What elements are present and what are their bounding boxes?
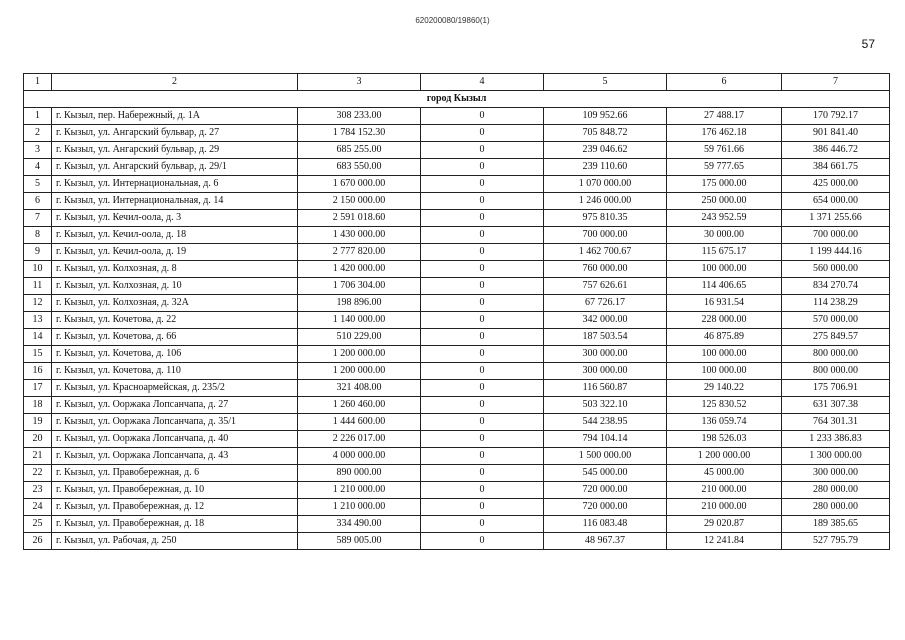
table-cell: г. Кызыл, ул. Рабочая, д. 250 [52,533,298,550]
table-cell: 29 140.22 [667,380,782,397]
table-cell: 228 000.00 [667,312,782,329]
table-row [24,363,890,380]
table-row [24,193,890,210]
table-cell: 0 [421,482,544,499]
table-cell: 1 500 000.00 [544,448,667,465]
column-header: 6 [667,74,782,91]
table-cell: 975 810.35 [544,210,667,227]
column-header: 2 [52,74,298,91]
table-cell: 67 726.17 [544,295,667,312]
table-cell: 890 000.00 [298,465,421,482]
table-cell: 300 000.00 [782,465,890,482]
table-cell: 700 000.00 [782,227,890,244]
table-row [24,210,890,227]
table-cell: 187 503.54 [544,329,667,346]
table-cell: 8 [24,227,52,244]
table-cell: 1 [24,108,52,125]
table-cell: 300 000.00 [544,363,667,380]
table-row [24,346,890,363]
table-cell: 280 000.00 [782,499,890,516]
table-row [24,448,890,465]
document-id: 620200080/19860(1) [415,16,490,25]
section-title: город Кызыл [24,91,890,108]
table-cell: 0 [421,176,544,193]
table-cell: 18 [24,397,52,414]
table-row [24,465,890,482]
table-cell: 23 [24,482,52,499]
table-cell: 175 706.91 [782,380,890,397]
table-cell: 1 300 000.00 [782,448,890,465]
table-cell: 26 [24,533,52,550]
table-cell: 3 [24,142,52,159]
page-number: 57 [861,37,875,51]
table-cell: г. Кызыл, ул. Кечил-оола, д. 3 [52,210,298,227]
table-cell: 705 848.72 [544,125,667,142]
table-cell: 198 526.03 [667,431,782,448]
table-cell: 2 591 018.60 [298,210,421,227]
table-cell: 12 [24,295,52,312]
table-cell: г. Кызыл, ул. Красноармейская, д. 235/2 [52,380,298,397]
table-cell: г. Кызыл, ул. Правобережная, д. 12 [52,499,298,516]
table-cell: 510 229.00 [298,329,421,346]
table-cell: 7 [24,210,52,227]
table-cell: г. Кызыл, ул. Кочетова, д. 106 [52,346,298,363]
table-row [24,244,890,261]
table-cell: 425 000.00 [782,176,890,193]
table-cell: 0 [421,448,544,465]
table-cell: 109 952.66 [544,108,667,125]
table-cell: 0 [421,295,544,312]
table-row [24,261,890,278]
table-cell: 0 [421,380,544,397]
table-row [24,176,890,193]
table-cell: г. Кызыл, ул. Колхозная, д. 32А [52,295,298,312]
table-cell: 24 [24,499,52,516]
column-header: 7 [782,74,890,91]
table-cell: 280 000.00 [782,482,890,499]
table-cell: 386 446.72 [782,142,890,159]
table-cell: 1 260 460.00 [298,397,421,414]
table-cell: 20 [24,431,52,448]
table-cell: 720 000.00 [544,499,667,516]
table-cell: г. Кызыл, ул. Ангарский бульвар, д. 27 [52,125,298,142]
table-cell: 115 675.17 [667,244,782,261]
table-cell: 2 226 017.00 [298,431,421,448]
table-cell: 10 [24,261,52,278]
table-cell: 116 560.87 [544,380,667,397]
table-cell: 9 [24,244,52,261]
table-cell: 1 200 000.00 [298,346,421,363]
table-cell: 100 000.00 [667,346,782,363]
table-row [24,278,890,295]
table-cell: 48 967.37 [544,533,667,550]
table-cell: 59 761.66 [667,142,782,159]
table-row [24,108,890,125]
table-cell: 800 000.00 [782,346,890,363]
table-cell: 1 246 000.00 [544,193,667,210]
table-cell: г. Кызыл, ул. Кочетова, д. 110 [52,363,298,380]
table-cell: 0 [421,125,544,142]
table-cell: 683 550.00 [298,159,421,176]
table-cell: 0 [421,499,544,516]
table-cell: 22 [24,465,52,482]
table-cell: 239 110.60 [544,159,667,176]
table-row [24,516,890,533]
table-cell: г. Кызыл, ул. Кечил-оола, д. 18 [52,227,298,244]
table-cell: 1 210 000.00 [298,482,421,499]
table-cell: 116 083.48 [544,516,667,533]
table-cell: 527 795.79 [782,533,890,550]
table-cell: 0 [421,227,544,244]
table-cell: 760 000.00 [544,261,667,278]
table-cell: 15 [24,346,52,363]
table-cell: 2 [24,125,52,142]
table-row [24,142,890,159]
table-cell: 250 000.00 [667,193,782,210]
table-cell: 1 200 000.00 [298,363,421,380]
table-cell: 700 000.00 [544,227,667,244]
table-cell: 19 [24,414,52,431]
table-cell: 0 [421,414,544,431]
table-cell: 2 150 000.00 [298,193,421,210]
table-row [24,295,890,312]
table-cell: 16 931.54 [667,295,782,312]
table-cell: 170 792.17 [782,108,890,125]
table-cell: 14 [24,329,52,346]
table-row [24,431,890,448]
table-cell: 334 490.00 [298,516,421,533]
table-cell: г. Кызыл, ул. Правобережная, д. 6 [52,465,298,482]
data-table [23,73,890,550]
table-row [24,329,890,346]
table-cell: 27 488.17 [667,108,782,125]
table-cell: г. Кызыл, ул. Правобережная, д. 18 [52,516,298,533]
table-cell: г. Кызыл, ул. Ооржака Лопсанчапа, д. 27 [52,397,298,414]
table-cell: г. Кызыл, ул. Ангарский бульвар, д. 29 [52,142,298,159]
table-cell: 13 [24,312,52,329]
table-cell: г. Кызыл, ул. Ооржака Лопсанчапа, д. 40 [52,431,298,448]
table-cell: 4 000 000.00 [298,448,421,465]
table-cell: 384 661.75 [782,159,890,176]
table-cell: 0 [421,108,544,125]
table-cell: 308 233.00 [298,108,421,125]
table-cell: г. Кызыл, ул. Кечил-оола, д. 19 [52,244,298,261]
table-row [24,499,890,516]
table-cell: 114 406.65 [667,278,782,295]
table-cell: 17 [24,380,52,397]
table-cell: 25 [24,516,52,533]
table-cell: 5 [24,176,52,193]
table-cell: г. Кызыл, ул. Ооржака Лопсанчапа, д. 35/1 [52,414,298,431]
table-body [24,91,890,550]
table-cell: 794 104.14 [544,431,667,448]
table-row [24,482,890,499]
table-cell: 757 626.61 [544,278,667,295]
table-cell: 4 [24,159,52,176]
table-cell: 0 [421,465,544,482]
table-cell: 176 462.18 [667,125,782,142]
table-cell: 0 [421,533,544,550]
table-cell: 0 [421,210,544,227]
table-cell: 1 210 000.00 [298,499,421,516]
table-cell: 59 777.65 [667,159,782,176]
table-cell: 631 307.38 [782,397,890,414]
section-row [24,91,890,108]
table-row [24,533,890,550]
table-cell: г. Кызыл, ул. Колхозная, д. 8 [52,261,298,278]
table-cell: 800 000.00 [782,363,890,380]
table-cell: 1 420 000.00 [298,261,421,278]
table-cell: 545 000.00 [544,465,667,482]
table-cell: 0 [421,278,544,295]
table-cell: 1 070 000.00 [544,176,667,193]
table-cell: 29 020.87 [667,516,782,533]
table-cell: г. Кызыл, ул. Интернациональная, д. 14 [52,193,298,210]
table-row [24,380,890,397]
table-cell: г. Кызыл, ул. Ооржака Лопсанчапа, д. 43 [52,448,298,465]
table-cell: 1 670 000.00 [298,176,421,193]
table-cell: 0 [421,261,544,278]
column-header: 3 [298,74,421,91]
table-cell: 0 [421,431,544,448]
table-cell: 175 000.00 [667,176,782,193]
table-cell: 6 [24,193,52,210]
table-cell: 275 849.57 [782,329,890,346]
table-cell: 198 896.00 [298,295,421,312]
table-cell: 1 430 000.00 [298,227,421,244]
table-cell: 720 000.00 [544,482,667,499]
table-cell: 0 [421,193,544,210]
column-header: 5 [544,74,667,91]
table-row [24,312,890,329]
table-cell: 16 [24,363,52,380]
table-cell: 685 255.00 [298,142,421,159]
table-cell: 0 [421,312,544,329]
table-cell: 21 [24,448,52,465]
table-cell: г. Кызыл, ул. Кочетова, д. 66 [52,329,298,346]
table-cell: 125 830.52 [667,397,782,414]
column-header: 1 [24,74,52,91]
table-cell: 342 000.00 [544,312,667,329]
table-cell: 30 000.00 [667,227,782,244]
table-cell: г. Кызыл, ул. Кочетова, д. 22 [52,312,298,329]
table-cell: 1 140 000.00 [298,312,421,329]
table-cell: 11 [24,278,52,295]
table-row [24,414,890,431]
table-cell: 1 784 152.30 [298,125,421,142]
table-cell: 589 005.00 [298,533,421,550]
table-cell: 321 408.00 [298,380,421,397]
table-cell: 0 [421,142,544,159]
table-cell: 0 [421,346,544,363]
table-cell: 100 000.00 [667,363,782,380]
table-cell: г. Кызыл, ул. Интернациональная, д. 6 [52,176,298,193]
table-cell: 243 952.59 [667,210,782,227]
table-cell: 210 000.00 [667,482,782,499]
table-cell: 503 322.10 [544,397,667,414]
table-cell: 1 462 700.67 [544,244,667,261]
table-cell: 0 [421,329,544,346]
table-row [24,125,890,142]
table-cell: 0 [421,159,544,176]
table-cell: 1 444 600.00 [298,414,421,431]
table-cell: 1 233 386.83 [782,431,890,448]
table-cell: 189 385.65 [782,516,890,533]
table-cell: 0 [421,516,544,533]
table-cell: 239 046.62 [544,142,667,159]
table-cell: г. Кызыл, ул. Ангарский бульвар, д. 29/1 [52,159,298,176]
table-cell: 46 875.89 [667,329,782,346]
table-cell: 2 777 820.00 [298,244,421,261]
table-cell: 544 238.95 [544,414,667,431]
table-cell: 1 200 000.00 [667,448,782,465]
table-cell: 210 000.00 [667,499,782,516]
table-cell: 834 270.74 [782,278,890,295]
table-row [24,159,890,176]
table-cell: 901 841.40 [782,125,890,142]
table-cell: 45 000.00 [667,465,782,482]
table-cell: 1 199 444.16 [782,244,890,261]
table-cell: 654 000.00 [782,193,890,210]
table-cell: 764 301.31 [782,414,890,431]
table-row [24,397,890,414]
table-cell: 0 [421,244,544,261]
column-header: 4 [421,74,544,91]
table-cell: 570 000.00 [782,312,890,329]
table-cell: 0 [421,363,544,380]
table-cell: 100 000.00 [667,261,782,278]
header-row [24,74,890,91]
table-cell: 136 059.74 [667,414,782,431]
table-row [24,227,890,244]
table-cell: 1 371 255.66 [782,210,890,227]
table-cell: 1 706 304.00 [298,278,421,295]
table-cell: 300 000.00 [544,346,667,363]
table-cell: 560 000.00 [782,261,890,278]
table-cell: г. Кызыл, ул. Правобережная, д. 10 [52,482,298,499]
table-cell: г. Кызыл, ул. Колхозная, д. 10 [52,278,298,295]
table-cell: 114 238.29 [782,295,890,312]
table-cell: г. Кызыл, пер. Набережный, д. 1А [52,108,298,125]
table-cell: 0 [421,397,544,414]
table-cell: 12 241.84 [667,533,782,550]
